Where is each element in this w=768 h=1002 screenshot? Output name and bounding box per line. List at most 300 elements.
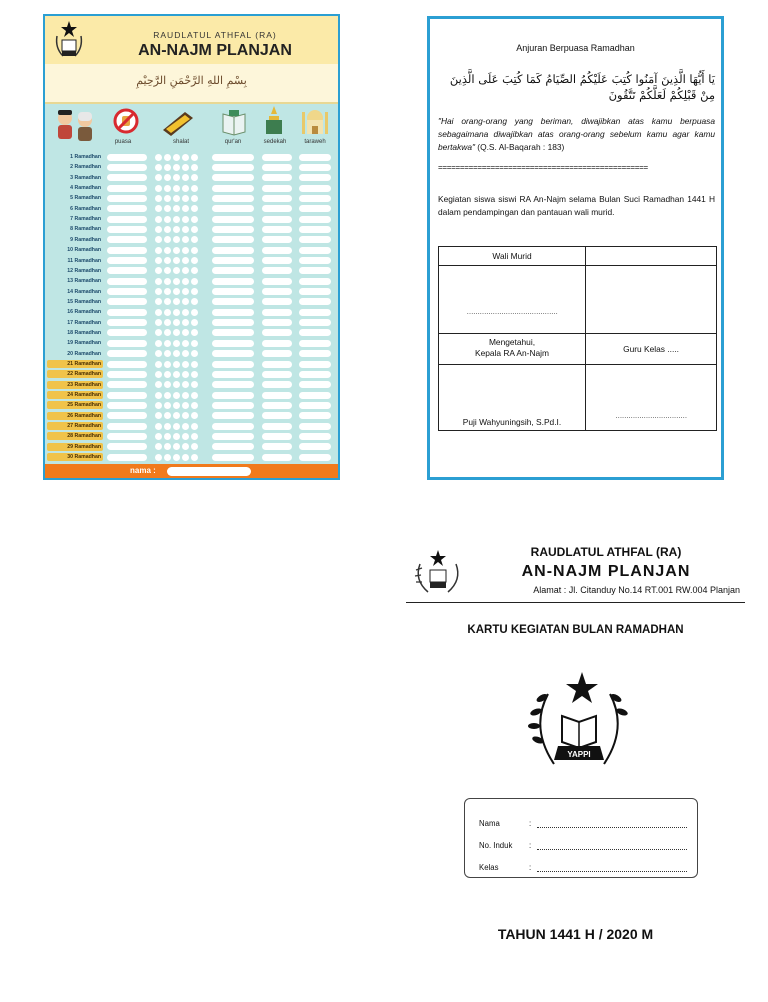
shalat-checkbox[interactable] <box>164 329 171 336</box>
shalat-checkbox[interactable] <box>164 402 171 409</box>
verse-reference: (Q.S. Al-Baqarah : 183) <box>474 142 565 152</box>
puasa-checkbox[interactable] <box>107 443 147 450</box>
puasa-checkbox[interactable] <box>107 267 147 274</box>
quran-checkbox[interactable] <box>212 278 254 285</box>
shalat-checkbox[interactable] <box>164 185 171 192</box>
shalat-checkbox[interactable] <box>164 412 171 419</box>
taraweh-checkbox[interactable] <box>299 154 331 161</box>
quran-checkbox[interactable] <box>212 371 254 378</box>
puasa-checkbox[interactable] <box>107 392 147 399</box>
shalat-checkbox[interactable] <box>182 174 189 181</box>
wali-signature-line: …………………………………… <box>466 309 558 316</box>
sedekah-checkbox[interactable] <box>262 329 292 336</box>
puasa-checkbox[interactable] <box>107 340 147 347</box>
cover-divider <box>406 602 745 603</box>
puasa-checkbox[interactable] <box>107 247 147 254</box>
taraweh-checkbox[interactable] <box>299 226 331 233</box>
shalat-checkbox[interactable] <box>173 340 180 347</box>
shalat-checkbox[interactable] <box>173 267 180 274</box>
quran-checkbox[interactable] <box>212 454 254 461</box>
shalat-checkbox[interactable] <box>155 319 162 326</box>
shalat-checkbox[interactable] <box>164 319 171 326</box>
shalat-checkbox[interactable] <box>164 350 171 357</box>
shalat-checkbox[interactable] <box>173 278 180 285</box>
puasa-checkbox[interactable] <box>107 236 147 243</box>
shalat-checkbox[interactable] <box>164 236 171 243</box>
shalat-checkbox[interactable] <box>155 195 162 202</box>
day-label: 12 Ramadhan <box>67 267 101 274</box>
puasa-checkbox[interactable] <box>107 371 147 378</box>
shalat-checkbox[interactable] <box>191 412 198 419</box>
shalat-checkbox[interactable] <box>164 298 171 305</box>
shalat-checkbox[interactable] <box>182 319 189 326</box>
taraweh-checkbox[interactable] <box>299 392 331 399</box>
shalat-checkbox[interactable] <box>191 226 198 233</box>
shalat-checkbox[interactable] <box>155 412 162 419</box>
taraweh-checkbox[interactable] <box>299 236 331 243</box>
taraweh-checkbox[interactable] <box>299 174 331 181</box>
puasa-checkbox[interactable] <box>107 309 147 316</box>
sedekah-checkbox[interactable] <box>262 309 292 316</box>
shalat-checkbox[interactable] <box>164 288 171 295</box>
shalat-checkbox[interactable] <box>173 423 180 430</box>
taraweh-checkbox[interactable] <box>299 185 331 192</box>
shalat-checkbox[interactable] <box>155 361 162 368</box>
shalat-checkbox[interactable] <box>164 205 171 212</box>
shalat-checkbox[interactable] <box>155 329 162 336</box>
shalat-checkbox[interactable] <box>191 164 198 171</box>
day-row <box>45 235 338 245</box>
puasa-checkbox[interactable] <box>107 216 147 223</box>
shalat-checkbox[interactable] <box>173 443 180 450</box>
shalat-checkbox[interactable] <box>182 381 189 388</box>
shalat-checkbox[interactable] <box>155 433 162 440</box>
activity-description: Kegiatan siswa siswi RA An-Najm selama Bulan Suci Ramadhan 1441 H dalam pendampingan dan pantauan wali murid. <box>438 194 715 217</box>
shalat-checkbox[interactable] <box>182 350 189 357</box>
sedekah-checkbox[interactable] <box>262 298 292 305</box>
shalat-checkbox[interactable] <box>191 257 198 264</box>
sedekah-checkbox[interactable] <box>262 371 292 378</box>
shalat-checkbox[interactable] <box>182 278 189 285</box>
sedekah-checkbox[interactable] <box>262 433 292 440</box>
shalat-checkbox[interactable] <box>191 350 198 357</box>
puasa-checkbox[interactable] <box>107 350 147 357</box>
puasa-checkbox[interactable] <box>107 319 147 326</box>
taraweh-checkbox[interactable] <box>299 298 331 305</box>
shalat-checkbox[interactable] <box>173 433 180 440</box>
day-label: 17 Ramadhan <box>67 319 101 326</box>
shalat-checkbox[interactable] <box>182 443 189 450</box>
taraweh-checkbox[interactable] <box>299 278 331 285</box>
shalat-checkbox[interactable] <box>182 257 189 264</box>
shalat-checkbox[interactable] <box>173 402 180 409</box>
shalat-checkbox[interactable] <box>155 381 162 388</box>
sedekah-checkbox[interactable] <box>262 247 292 254</box>
puasa-checkbox[interactable] <box>107 185 147 192</box>
puasa-checkbox[interactable] <box>107 298 147 305</box>
shalat-checkbox[interactable] <box>191 185 198 192</box>
puasa-checkbox[interactable] <box>107 226 147 233</box>
day-row <box>45 307 338 317</box>
shalat-checkbox[interactable] <box>155 340 162 347</box>
taraweh-checkbox[interactable] <box>299 205 331 212</box>
shalat-checkbox[interactable] <box>155 423 162 430</box>
nama-field[interactable] <box>537 819 687 828</box>
activity-chart-card <box>43 14 340 480</box>
shalat-checkbox[interactable] <box>182 329 189 336</box>
taraweh-checkbox[interactable] <box>299 412 331 419</box>
taraweh-checkbox[interactable] <box>299 247 331 254</box>
quran-checkbox[interactable] <box>212 216 254 223</box>
quran-checkbox[interactable] <box>212 381 254 388</box>
taraweh-checkbox[interactable] <box>299 371 331 378</box>
shalat-checkbox[interactable] <box>155 185 162 192</box>
shalat-checkbox[interactable] <box>191 298 198 305</box>
puasa-checkbox[interactable] <box>107 257 147 264</box>
field-colon: : <box>529 863 532 872</box>
taraweh-checkbox[interactable] <box>299 309 331 316</box>
quran-checkbox[interactable] <box>212 392 254 399</box>
sedekah-checkbox[interactable] <box>262 402 292 409</box>
taraweh-checkbox[interactable] <box>299 257 331 264</box>
shalat-checkbox[interactable] <box>164 195 171 202</box>
puasa-checkbox[interactable] <box>107 288 147 295</box>
quran-checkbox[interactable] <box>212 288 254 295</box>
shalat-checkbox[interactable] <box>191 267 198 274</box>
shalat-checkbox[interactable] <box>173 185 180 192</box>
shalat-checkbox[interactable] <box>182 216 189 223</box>
school-logo-icon <box>53 20 85 60</box>
puasa-checkbox[interactable] <box>107 329 147 336</box>
shalat-checkbox[interactable] <box>173 392 180 399</box>
shalat-checkbox[interactable] <box>182 226 189 233</box>
shalat-checkbox[interactable] <box>164 174 171 181</box>
sedekah-checkbox[interactable] <box>262 278 292 285</box>
shalat-checkbox[interactable] <box>155 257 162 264</box>
shalat-checkbox[interactable] <box>164 361 171 368</box>
shalat-checkbox[interactable] <box>155 154 162 161</box>
shalat-checkbox[interactable] <box>182 185 189 192</box>
shalat-checkbox[interactable] <box>191 288 198 295</box>
shalat-checkbox[interactable] <box>164 423 171 430</box>
sedekah-checkbox[interactable] <box>262 423 292 430</box>
quran-checkbox[interactable] <box>212 154 254 161</box>
shalat-checkbox[interactable] <box>191 205 198 212</box>
sedekah-checkbox[interactable] <box>262 381 292 388</box>
sedekah-checkbox[interactable] <box>262 319 292 326</box>
sedekah-checkbox[interactable] <box>262 361 292 368</box>
shalat-checkbox[interactable] <box>164 443 171 450</box>
taraweh-checkbox[interactable] <box>299 433 331 440</box>
quran-checkbox[interactable] <box>212 350 254 357</box>
sedekah-checkbox[interactable] <box>262 392 292 399</box>
no-induk-field[interactable] <box>537 841 687 850</box>
shalat-checkbox[interactable] <box>173 454 180 461</box>
shalat-checkbox[interactable] <box>191 340 198 347</box>
shalat-checkbox[interactable] <box>182 412 189 419</box>
kepala-label: Kepala RA An-Najm <box>474 348 550 358</box>
shalat-checkbox[interactable] <box>182 392 189 399</box>
shalat-checkbox[interactable] <box>191 361 198 368</box>
shalat-checkbox[interactable] <box>173 164 180 171</box>
puasa-checkbox[interactable] <box>107 195 147 202</box>
sedekah-checkbox[interactable] <box>262 267 292 274</box>
sedekah-checkbox[interactable] <box>262 226 292 233</box>
shalat-checkbox[interactable] <box>191 216 198 223</box>
sedekah-checkbox[interactable] <box>262 412 292 419</box>
shalat-checkbox[interactable] <box>191 423 198 430</box>
shalat-checkbox[interactable] <box>182 247 189 254</box>
shalat-checkbox[interactable] <box>173 298 180 305</box>
shalat-checkbox[interactable] <box>164 247 171 254</box>
shalat-checkbox[interactable] <box>182 309 189 316</box>
sedekah-checkbox[interactable] <box>262 154 292 161</box>
shalat-checkbox[interactable] <box>191 278 198 285</box>
day-label: 1 Ramadhan <box>70 154 101 160</box>
quran-checkbox[interactable] <box>212 412 254 419</box>
taraweh-checkbox[interactable] <box>299 216 331 223</box>
kelas-field[interactable] <box>537 863 687 872</box>
sedekah-checkbox[interactable] <box>262 185 292 192</box>
shalat-checkbox[interactable] <box>191 454 198 461</box>
taraweh-checkbox[interactable] <box>299 350 331 357</box>
taraweh-checkbox[interactable] <box>299 340 331 347</box>
quran-checkbox[interactable] <box>212 236 254 243</box>
shalat-checkbox[interactable] <box>182 236 189 243</box>
shalat-checkbox[interactable] <box>173 205 180 212</box>
shalat-checkbox[interactable] <box>164 257 171 264</box>
sedekah-checkbox[interactable] <box>262 350 292 357</box>
puasa-checkbox[interactable] <box>107 278 147 285</box>
shalat-checkbox[interactable] <box>164 381 171 388</box>
taraweh-checkbox[interactable] <box>299 319 331 326</box>
day-label: 22 Ramadhan <box>47 370 103 378</box>
sedekah-checkbox[interactable] <box>262 236 292 243</box>
day-label: 18 Ramadhan <box>67 329 101 336</box>
shalat-checkbox[interactable] <box>173 319 180 326</box>
shalat-checkbox[interactable] <box>155 288 162 295</box>
quran-checkbox[interactable] <box>212 267 254 274</box>
taraweh-checkbox[interactable] <box>299 443 331 450</box>
shalat-checkbox[interactable] <box>155 226 162 233</box>
shalat-checkbox[interactable] <box>191 433 198 440</box>
quran-checkbox[interactable] <box>212 309 254 316</box>
shalat-checkbox[interactable] <box>191 392 198 399</box>
prayer-mat-icon <box>161 110 195 136</box>
shalat-checkbox[interactable] <box>173 226 180 233</box>
shalat-checkbox[interactable] <box>164 226 171 233</box>
day-row <box>45 224 338 234</box>
taraweh-checkbox[interactable] <box>299 164 331 171</box>
shalat-checkbox[interactable] <box>173 154 180 161</box>
quran-checkbox[interactable] <box>212 174 254 181</box>
shalat-checkbox[interactable] <box>164 267 171 274</box>
taraweh-checkbox[interactable] <box>299 381 331 388</box>
shalat-checkbox[interactable] <box>182 288 189 295</box>
shalat-checkbox[interactable] <box>191 174 198 181</box>
shalat-checkbox[interactable] <box>155 164 162 171</box>
taraweh-checkbox[interactable] <box>299 454 331 461</box>
puasa-checkbox[interactable] <box>107 412 147 419</box>
guru-signature-line: …………………………… <box>615 413 687 420</box>
day-row <box>45 204 338 214</box>
shalat-checkbox[interactable] <box>182 298 189 305</box>
shalat-checkbox[interactable] <box>191 381 198 388</box>
shalat-checkbox[interactable] <box>191 195 198 202</box>
day-row <box>45 369 338 379</box>
separator-line: ================================================ <box>438 163 648 172</box>
shalat-checkbox[interactable] <box>155 298 162 305</box>
shalat-checkbox[interactable] <box>164 164 171 171</box>
shalat-checkbox[interactable] <box>155 205 162 212</box>
shalat-checkbox[interactable] <box>173 309 180 316</box>
quran-checkbox[interactable] <box>212 361 254 368</box>
sedekah-checkbox[interactable] <box>262 164 292 171</box>
shalat-checkbox[interactable] <box>173 371 180 378</box>
shalat-checkbox[interactable] <box>155 216 162 223</box>
shalat-checkbox[interactable] <box>191 329 198 336</box>
shalat-checkbox[interactable] <box>164 309 171 316</box>
name-field[interactable] <box>167 467 251 476</box>
shalat-checkbox[interactable] <box>182 402 189 409</box>
shalat-checkbox[interactable] <box>155 247 162 254</box>
shalat-checkbox[interactable] <box>173 350 180 357</box>
quran-checkbox[interactable] <box>212 226 254 233</box>
shalat-checkbox[interactable] <box>191 371 198 378</box>
puasa-checkbox[interactable] <box>107 164 147 171</box>
shalat-checkbox[interactable] <box>182 195 189 202</box>
shalat-checkbox[interactable] <box>155 278 162 285</box>
sedekah-checkbox[interactable] <box>262 195 292 202</box>
field-label-kelas: Kelas <box>479 863 499 872</box>
sedekah-checkbox[interactable] <box>262 257 292 264</box>
puasa-checkbox[interactable] <box>107 423 147 430</box>
quran-checkbox[interactable] <box>212 257 254 264</box>
sedekah-checkbox[interactable] <box>262 340 292 347</box>
shalat-checkbox[interactable] <box>155 371 162 378</box>
shalat-checkbox[interactable] <box>173 174 180 181</box>
shalat-checkbox[interactable] <box>182 164 189 171</box>
quran-checkbox[interactable] <box>212 185 254 192</box>
shalat-checkbox[interactable] <box>164 454 171 461</box>
shalat-checkbox[interactable] <box>173 329 180 336</box>
sedekah-checkbox[interactable] <box>262 174 292 181</box>
shalat-checkbox[interactable] <box>182 267 189 274</box>
day-label: 13 Ramadhan <box>67 278 101 285</box>
shalat-checkbox[interactable] <box>191 319 198 326</box>
quran-checkbox[interactable] <box>212 247 254 254</box>
quran-checkbox[interactable] <box>212 298 254 305</box>
shalat-checkbox[interactable] <box>191 236 198 243</box>
shalat-checkbox[interactable] <box>191 154 198 161</box>
shalat-checkbox[interactable] <box>155 454 162 461</box>
shalat-checkbox[interactable] <box>155 350 162 357</box>
shalat-checkbox[interactable] <box>155 309 162 316</box>
puasa-checkbox[interactable] <box>107 381 147 388</box>
shalat-checkbox[interactable] <box>182 423 189 430</box>
shalat-checkbox[interactable] <box>182 433 189 440</box>
puasa-checkbox[interactable] <box>107 361 147 368</box>
shalat-checkbox[interactable] <box>173 361 180 368</box>
day-row <box>45 359 338 369</box>
shalat-checkbox[interactable] <box>182 361 189 368</box>
shalat-checkbox[interactable] <box>155 392 162 399</box>
quran-checkbox[interactable] <box>212 423 254 430</box>
shalat-checkbox[interactable] <box>182 454 189 461</box>
quran-checkbox[interactable] <box>212 340 254 347</box>
shalat-checkbox[interactable] <box>191 309 198 316</box>
sedekah-checkbox[interactable] <box>262 216 292 223</box>
shalat-checkbox[interactable] <box>173 236 180 243</box>
shalat-checkbox[interactable] <box>173 288 180 295</box>
quran-checkbox[interactable] <box>212 195 254 202</box>
puasa-checkbox[interactable] <box>107 174 147 181</box>
shalat-checkbox[interactable] <box>164 433 171 440</box>
shalat-checkbox[interactable] <box>164 340 171 347</box>
shalat-checkbox[interactable] <box>191 247 198 254</box>
shalat-checkbox[interactable] <box>164 392 171 399</box>
shalat-checkbox[interactable] <box>173 216 180 223</box>
puasa-checkbox[interactable] <box>107 454 147 461</box>
day-label: 16 Ramadhan <box>67 309 101 316</box>
sedekah-checkbox[interactable] <box>262 205 292 212</box>
puasa-checkbox[interactable] <box>107 433 147 440</box>
puasa-checkbox[interactable] <box>107 205 147 212</box>
sedekah-checkbox[interactable] <box>262 454 292 461</box>
quran-checkbox[interactable] <box>212 164 254 171</box>
shalat-checkbox[interactable] <box>164 216 171 223</box>
shalat-checkbox[interactable] <box>173 412 180 419</box>
puasa-checkbox[interactable] <box>107 402 147 409</box>
shalat-checkbox[interactable] <box>173 247 180 254</box>
shalat-checkbox[interactable] <box>155 443 162 450</box>
taraweh-checkbox[interactable] <box>299 423 331 430</box>
shalat-checkbox[interactable] <box>173 257 180 264</box>
sedekah-checkbox[interactable] <box>262 288 292 295</box>
shalat-checkbox[interactable] <box>182 154 189 161</box>
shalat-checkbox[interactable] <box>182 340 189 347</box>
taraweh-checkbox[interactable] <box>299 288 331 295</box>
quran-checkbox[interactable] <box>212 319 254 326</box>
shalat-checkbox[interactable] <box>191 402 198 409</box>
shalat-checkbox[interactable] <box>173 195 180 202</box>
quran-checkbox[interactable] <box>212 402 254 409</box>
shalat-checkbox[interactable] <box>191 443 198 450</box>
shalat-checkbox[interactable] <box>182 371 189 378</box>
shalat-checkbox[interactable] <box>155 267 162 274</box>
taraweh-checkbox[interactable] <box>299 402 331 409</box>
taraweh-checkbox[interactable] <box>299 267 331 274</box>
quran-checkbox[interactable] <box>212 433 254 440</box>
quran-checkbox[interactable] <box>212 329 254 336</box>
taraweh-checkbox[interactable] <box>299 195 331 202</box>
quran-checkbox[interactable] <box>212 443 254 450</box>
sedekah-checkbox[interactable] <box>262 443 292 450</box>
puasa-checkbox[interactable] <box>107 154 147 161</box>
shalat-checkbox[interactable] <box>164 278 171 285</box>
shalat-checkbox[interactable] <box>173 381 180 388</box>
shalat-checkbox[interactable] <box>164 154 171 161</box>
day-row <box>45 411 338 421</box>
shalat-checkbox[interactable] <box>182 205 189 212</box>
quran-checkbox[interactable] <box>212 205 254 212</box>
shalat-checkbox[interactable] <box>164 371 171 378</box>
shalat-checkbox[interactable] <box>155 174 162 181</box>
shalat-checkbox[interactable] <box>155 402 162 409</box>
shalat-checkbox[interactable] <box>155 236 162 243</box>
taraweh-checkbox[interactable] <box>299 329 331 336</box>
taraweh-checkbox[interactable] <box>299 361 331 368</box>
